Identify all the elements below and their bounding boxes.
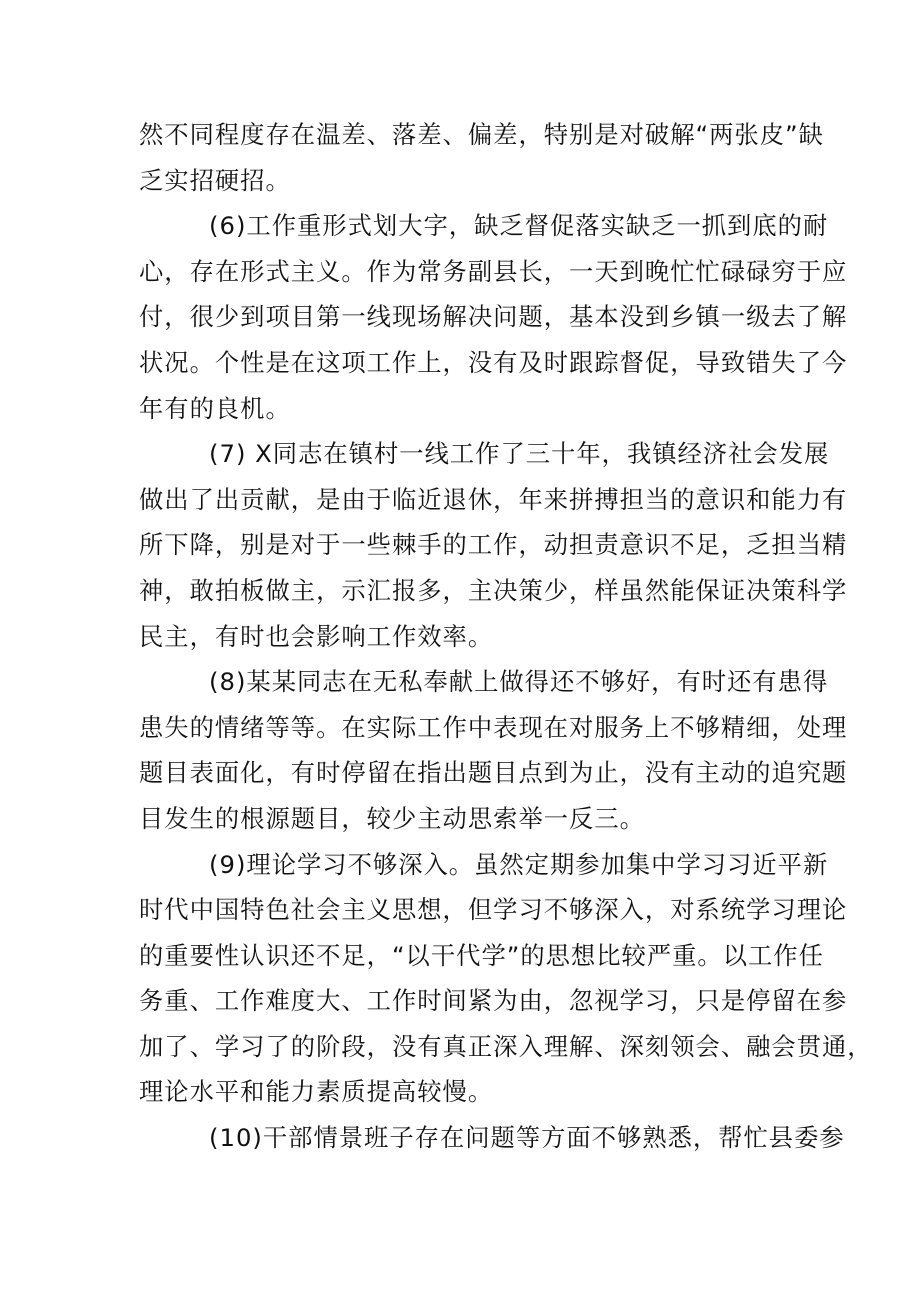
text-line: 年有的良机。 <box>139 393 291 423</box>
text-line: 的重要性认识还不足，“以干代学”的思想比较严重。以工作任 <box>139 940 824 970</box>
text-line: 状况。个性是在这项工作上，没有及时跟踪督促，导致错失了今 <box>139 347 848 377</box>
text-line: 然不同程度存在温差、落差、偏差，特别是对破解“两张皮”缺 <box>139 120 824 149</box>
document-body <box>139 112 873 1161</box>
text-line: 做出了出贡献，是由于临近退休，年来拼搏担当的意识和能力有 <box>139 484 848 514</box>
text-line: 时代中国特色社会主义思想，但学习不够深入，对系统学习理论 <box>139 895 848 925</box>
text-line: 务重、工作难度大、工作时间紧为由，忽视学习，只是停留在参 <box>139 986 848 1016</box>
text-line: 乏实招硬招。 <box>139 165 291 195</box>
text-line: 所下降，别是对于一些棘手的工作，动担责意识不足，乏担当精 <box>139 530 848 560</box>
text-line: 心，存在形式主义。作为常务副县长，一天到晚忙忙碌碌穷于应 <box>139 256 848 286</box>
text-line: 民主，有时也会影响工作效率。 <box>139 621 494 651</box>
text-line: 理论水平和能力素质提高较慢。 <box>139 1077 494 1107</box>
text-line: 加了、学习了的阶段，没有真正深入理解、深刻领会、融会贯通， <box>139 1031 873 1061</box>
text-line: 患失的情绪等等。在实际工作中表现在对服务上不够精细，处理 <box>139 712 848 742</box>
text-line: 目发生的根源题目，较少主动思索举一反三。 <box>139 803 645 833</box>
paragraph-6-start: (6)工作重形式划大字，缺乏督促落实缺乏一抓到底的耐 <box>209 211 829 241</box>
text-line: 付，很少到项目第一线现场解决问题，基本没到乡镇一级去了解 <box>139 302 848 332</box>
text-line: 神，敢拍板做主，示汇报多，主决策少，样虽然能保证决策科学 <box>139 575 848 605</box>
text-line: 题目表面化，有时停留在指出题目点到为止，没有主动的追究题 <box>139 758 848 788</box>
paragraph-8-start: (8)某某同志在无私奉献上做得还不够好，有时还有患得 <box>209 667 829 697</box>
paragraph-10-start: (10)干部情景班子存在问题等方面不够熟悉，帮忙县委参 <box>209 1123 845 1153</box>
paragraph-9-start: (9)理论学习不够深入。虽然定期参加集中学习习近平新 <box>209 849 829 879</box>
paragraph-7-start: (7) X同志在镇村一线工作了三十年，我镇经济社会发展 <box>209 439 830 469</box>
